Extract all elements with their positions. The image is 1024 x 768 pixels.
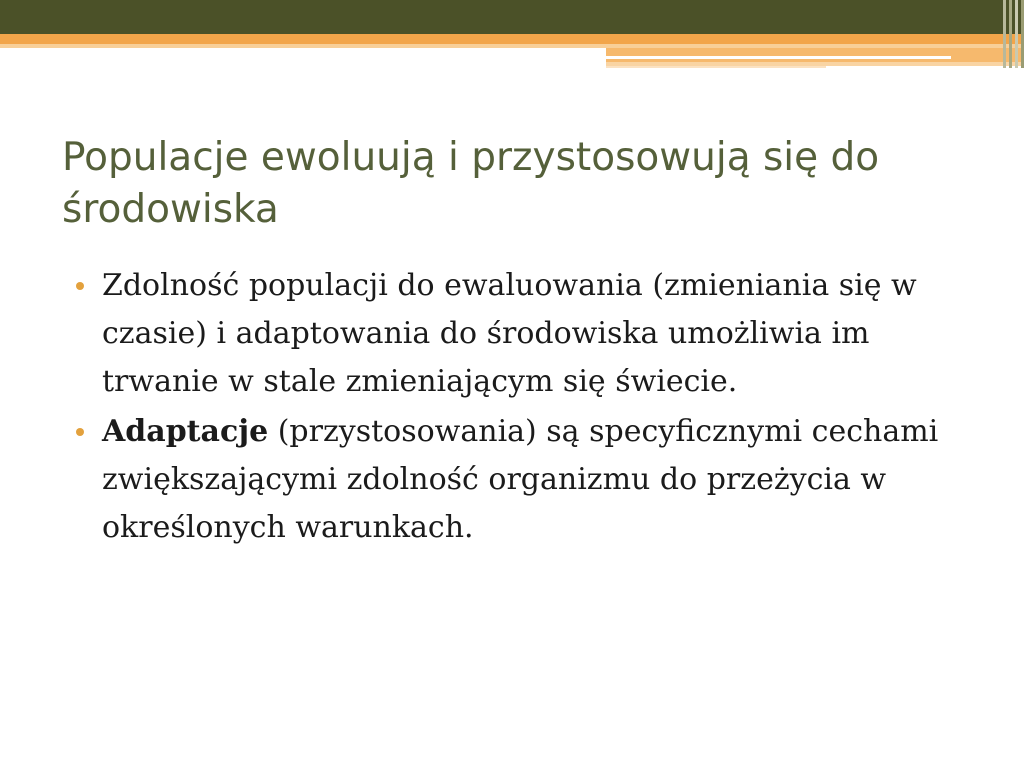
stripe [1015,0,1018,68]
bullet-body: Zdolność populacji do ewaluowania (zmieniania się w czasie) i adaptowania do środowiska umożliwia im trwanie w stale zmieniającym się świecie. [102,268,917,399]
bullet-text [102,268,917,399]
header-tab-line [606,66,826,68]
bullet-list [74,262,974,554]
stripe [1009,0,1012,68]
bullet-item [74,262,974,406]
header-tab-line [606,56,951,59]
stripe [1003,0,1006,68]
header-band-olive [0,0,1024,34]
bullet-bold-term: Adaptacje [102,414,269,449]
slide-title: Populacje ewoluują i przystosowują się do środowiska [62,135,880,232]
bullet-text [102,414,938,545]
header-stripes-decoration [994,0,1024,68]
bullet-icon [76,428,84,436]
bullet-item [74,408,974,552]
header-tab-decoration [606,48,1024,62]
bullet-body: (przystosowania) są specyficznymi cechami zwiększającymi zdolność organizmu do przeżycia w określonych warunkach. [102,414,939,545]
bullet-icon [76,282,84,290]
header-band-orange [0,34,1024,44]
